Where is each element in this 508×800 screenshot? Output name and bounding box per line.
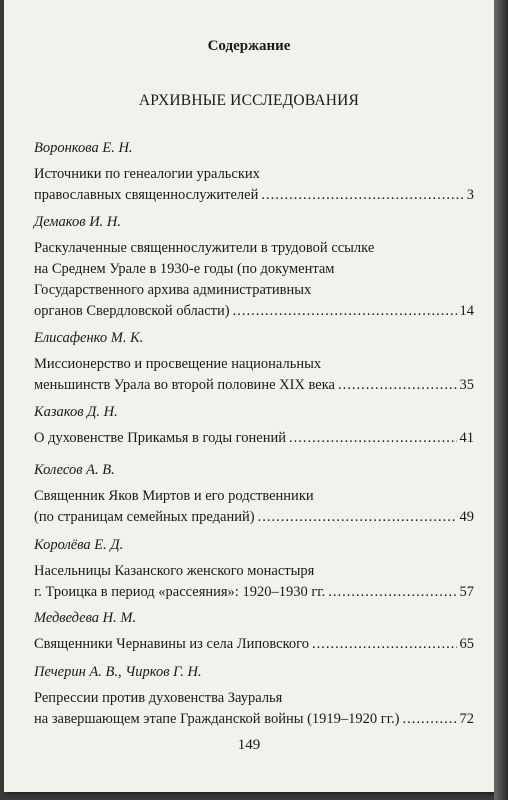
entry-title-last <box>34 709 474 730</box>
book-page <box>4 0 494 792</box>
entry-title-line: Насельницы Казанского женского монастыря <box>34 563 315 579</box>
toc-entry <box>34 664 474 730</box>
toc-entry <box>34 537 474 603</box>
leader-dots <box>403 709 457 730</box>
toc-entry <box>34 462 474 528</box>
entry-title-line: Репрессии против духовенства Зауралья <box>34 690 283 706</box>
entry-page: 3 <box>466 187 474 203</box>
entry-page: 35 <box>459 377 474 393</box>
entry-title-last <box>34 634 474 655</box>
entry-page: 41 <box>459 430 474 446</box>
entry-author: Печерин А. В., Чирков Г. Н. <box>34 664 202 680</box>
entry-page: 14 <box>459 303 474 319</box>
leader-dots <box>261 185 463 206</box>
leader-dots <box>258 507 457 528</box>
section-title: АРХИВНЫЕ ИССЛЕДОВАНИЯ <box>138 92 360 109</box>
entry-title-text: Священники Чернавины из села Липовского <box>34 636 309 652</box>
entry-author: Медведева Н. М. <box>34 610 137 626</box>
toc-entry <box>34 330 474 396</box>
contents-heading: Содержание <box>207 38 291 54</box>
entry-title-text: на завершающем этапе Гражданской войны (1919–1920 гг.) <box>34 711 400 727</box>
entry-page: 65 <box>459 636 474 652</box>
entry-title-text: меньшинств Урала во второй половине XIX века <box>34 377 335 393</box>
leader-dots <box>233 301 457 322</box>
entry-title-text: православных священнослужителей <box>34 187 259 203</box>
toc-entry <box>34 404 474 449</box>
entry-title-line: Священник Яков Миртов и его родственники <box>34 488 314 504</box>
toc-entry <box>34 140 474 206</box>
entry-author: Казаков Д. Н. <box>34 404 118 420</box>
page-number: 149 <box>237 737 261 753</box>
entry-page: 57 <box>459 584 474 600</box>
entry-title-last <box>34 301 474 322</box>
entry-title-line: Раскулаченные священнослужители в трудовой ссылке <box>34 240 375 256</box>
entry-title-last <box>34 507 474 528</box>
entry-title-line: Государственного архива административных <box>34 282 312 298</box>
entry-page: 49 <box>459 509 474 525</box>
entry-title-text: (по страницам семейных преданий) <box>34 509 255 525</box>
entry-title-line: Миссионерство и просвещение национальных <box>34 356 322 372</box>
entry-title-line: на Среднем Урале в 1930-е годы (по документам <box>34 261 335 277</box>
toc-entry <box>34 214 474 322</box>
entry-title-text: органов Свердловской области) <box>34 303 230 319</box>
page-edge-shadow <box>494 0 508 800</box>
entry-title-last <box>34 185 474 206</box>
entry-title-line: Источники по генеалогии уральских <box>34 166 260 182</box>
toc-entry <box>34 610 474 655</box>
leader-dots <box>312 634 457 655</box>
leader-dots <box>328 582 456 603</box>
leader-dots <box>338 375 457 396</box>
entry-page: 72 <box>459 711 474 727</box>
leader-dots <box>289 428 457 449</box>
entry-title-last <box>34 582 474 603</box>
entry-author: Колесов А. В. <box>34 462 115 478</box>
entry-author: Воронкова Е. Н. <box>34 140 133 156</box>
entry-author: Демаков И. Н. <box>34 214 122 230</box>
entry-author: Елисафенко М. К. <box>34 330 144 346</box>
entry-title-text: г. Троицка в период «рассеяния»: 1920–1930 гг. <box>34 584 326 600</box>
entry-title-text: О духовенстве Прикамья в годы гонений <box>34 430 286 446</box>
entry-author: Королёва Е. Д. <box>34 537 124 553</box>
entry-title-last <box>34 375 474 396</box>
entry-title-last <box>34 428 474 449</box>
